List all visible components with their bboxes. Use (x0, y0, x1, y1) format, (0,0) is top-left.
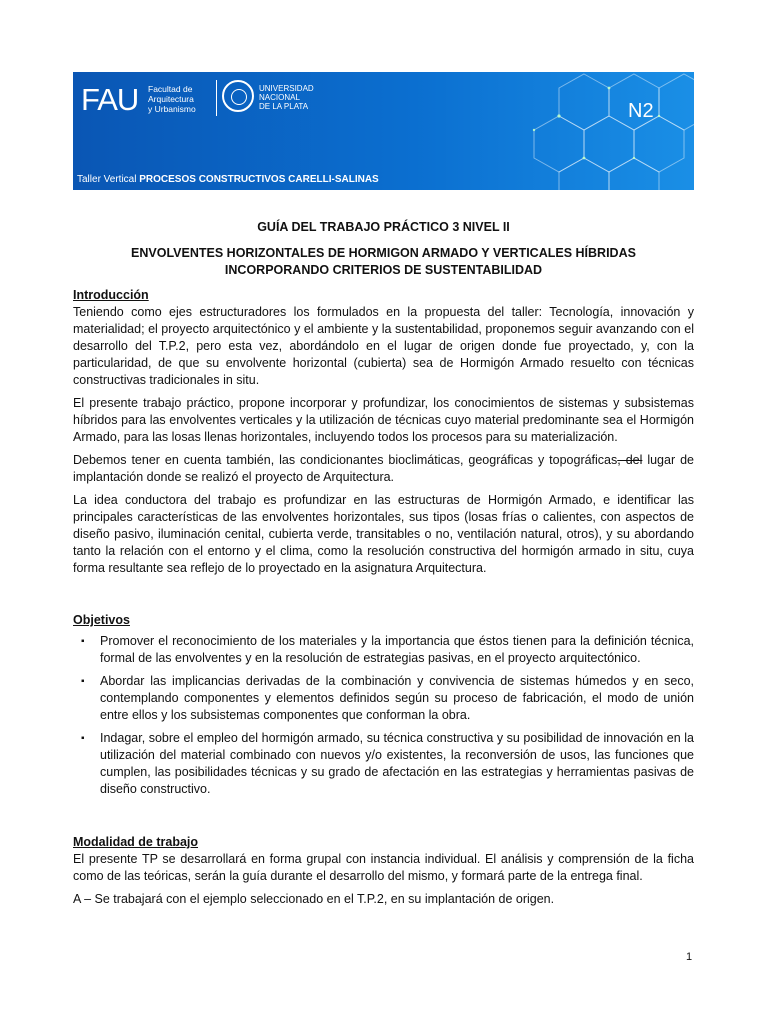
intro-p3-text-a: Debemos tener en cuenta también, las condicionantes bioclimáticas, geográficas y topográficas (73, 453, 618, 467)
header-banner (73, 72, 694, 190)
intro-paragraph-1: Teniendo como ejes estructuradores los formulados en la propuesta del taller: Tecnología, innovación y materialidad; el proyecto arquitectónico y el ambiente y la sustentabilidad, proponemos seguir avanzando con el desarrollo del T.P.2, pero esta vez, abordándolo en el lugar de origen donde fue proyectado, y, con la particularidad, de que su envolvente horizontal (cubierta) sea de Hormigón Armado resuelto con técnicas constructivas tradicionales in situ. (73, 305, 694, 387)
unlp-name-line: UNIVERSIDAD (259, 84, 314, 93)
modalidad-paragraph-2: A – Se trabajará con el ejemplo seleccionado en el T.P.2, en su implantación de origen. (73, 892, 555, 906)
fau-name-line: y Urbanismo (148, 104, 196, 114)
taller-prefix: Taller Vertical (77, 174, 140, 185)
logo-divider (216, 80, 217, 116)
intro-heading: Introducción (73, 288, 149, 302)
document-subtitle (73, 245, 694, 279)
fau-logo: FAU (81, 82, 139, 117)
hexagon-decoration-icon (524, 72, 694, 190)
intro-paragraph-3 (73, 452, 694, 486)
objetivos-heading: Objetivos (73, 613, 130, 627)
unlp-name-line: DE LA PLATA (259, 102, 309, 111)
intro-paragraph-4: La idea conductora del trabajo es profundizar en las estructuras de Hormigón Armado, e identificar las principales características de las envolventes horizontales, sus tipos (losas frías o calientes, con aspectos de diseño pasivo, iluminación cenital, cubierta verde, transitables o no, ventilación natural, otros), y su abordando tanto la relación con el entorno y el clima, como la resolución constructiva del hormigón armado in situ, cuya forma resultante sea reflejo de lo proyectado en la asignatura Arquitectura. (73, 493, 694, 575)
fau-name (148, 84, 196, 114)
fau-name-line: Facultad de (148, 84, 193, 94)
objetivos-list (73, 633, 694, 798)
fau-name-line: Arquitectura (148, 94, 194, 104)
intro-p3-strikethrough: , del (617, 453, 643, 467)
taller-name: PROCESOS CONSTRUCTIVOS CARELLI-SALINAS (139, 174, 379, 185)
intro-p3-text-b: lugar de implantación donde se realizó el proyecto de Arquitectura. (73, 453, 694, 484)
subtitle-line-1: ENVOLVENTES HORIZONTALES DE HORMIGON ARMADO Y VERTICALES HÍBRIDAS (131, 246, 636, 260)
taller-caption (77, 174, 379, 185)
list-item: ▪ Abordar las implicancias derivadas de la combinación y convivencia de sistemas húmedos y en seco, contemplando componentes y elementos definidos según su proceso de fabricación, el modo de unión entre ellos y los subsistemas componentes que conforman la obra. (73, 673, 694, 724)
objetivos-section (73, 612, 694, 804)
level-badge: N2 (628, 100, 654, 122)
unlp-seal-icon (222, 80, 254, 112)
document-title: GUÍA DEL TRABAJO PRÁCTICO 3 NIVEL II (257, 220, 510, 234)
modalidad-section (73, 834, 694, 914)
modalidad-heading: Modalidad de trabajo (73, 835, 199, 849)
unlp-name-line: NACIONAL (259, 93, 300, 102)
intro-section (73, 287, 694, 583)
modalidad-paragraph-1: El presente TP se desarrollará en forma grupal con instancia individual. El análisis y comprensión de la ficha como de las teóricas, serán la guía durante el desarrollo del mismo, y formará parte de la entrega final. (73, 852, 694, 883)
intro-paragraph-2: El presente trabajo práctico, propone incorporar y profundizar, los conocimientos de sistemas y subsistemas híbridos para las envolventes verticales y la utilización de técnicas cuyo material predominante sea el Hormigón Armado, para las losas llenas horizontales, incluyendo todos los procesos para su materialización. (73, 396, 694, 444)
list-item: ▪ Indagar, sobre el empleo del hormigón armado, su técnica constructiva y su posibilidad de innovación en la utilización del material combinado con nuevos y/o existentes, la reconversión de usos, las funciones que cumplen, las posibilidades técnicas y su grado de afectación en las estrategias y herramientas pasivas de diseño constructivo. (73, 730, 694, 798)
page-number: 1 (686, 951, 693, 963)
list-item: ▪ Promover el reconocimiento de los materiales y la importancia que éstos tienen para la definición técnica, formal de las envolventes y en la resolución de estrategias pasivas, en el proyecto arquitectónico. (73, 633, 694, 667)
subtitle-line-2: INCORPORANDO CRITERIOS DE SUSTENTABILIDAD (224, 263, 543, 277)
unlp-name (259, 84, 314, 111)
